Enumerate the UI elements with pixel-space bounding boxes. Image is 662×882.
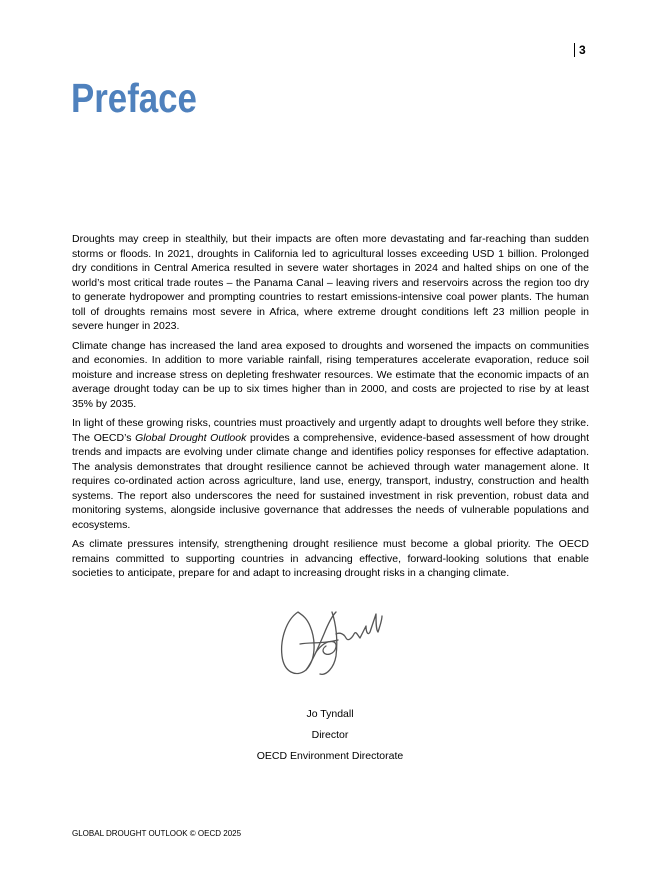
paragraph [72, 416, 589, 532]
paragraph-text: Droughts may creep in stealthily, but their impacts are often more devastating and far-reaching than sudden storms or floods. In 2021, droughts in California led to agricultural losses exceeding USD 1 billion. Prolonged dry conditions in Central America resulted in severe water shortages in 2024 and halted ships on one of the world’s most critical trade routes – the Panama Canal – leaving rivers and reservoirs across the region too dry to generate hydropower and prompting countries to restart emissions-intensive coal power plants. The human toll of droughts remains most severe in Africa, where extreme drought conditions left 23 million people in severe hunger in 2023. [72, 233, 589, 332]
page-number: 3 [574, 43, 586, 57]
paragraph [72, 537, 589, 581]
paragraph-text: In light of these growing risks, countries must proactively and urgently adapt to droughts well before they strike. The OECD’s [72, 417, 589, 444]
paragraph-text: Climate change has increased the land area exposed to droughts and worsened the impacts on communities and economies. In addition to more variable rainfall, rising temperatures accelerate evaporation, reduce soil moisture and increase stress on depleting freshwater resources. We estimate that the economic impacts of an average drought today can be up to six times higher than in 2000, and costs are projected to rise by at least 35% by 2035. [72, 339, 589, 410]
body-text [72, 232, 589, 586]
footer-text: GLOBAL DROUGHT OUTLOOK © OECD 2025 [72, 829, 242, 838]
italic-title-text: Global Drought Outlook [135, 431, 247, 444]
signatory-name: Jo Tyndall [306, 708, 354, 720]
paragraph-text: provides a comprehensive, evidence-based assessment of how drought trends and impacts are evolving under climate change and identifies policy responses for effective adaptation. The analysis demonstrates that drought resilience cannot be achieved through water management alone. It requires co-ordinated action across agriculture, land use, energy, transport, industry, construction and health systems. The report also underscores the need for sustained investment in risk prevention, robust data and monitoring systems, alongside inclusive governance that addresses the needs of vulnerable populations and ecosystems. [72, 431, 589, 531]
paragraph-text: As climate pressures intensify, strengthening drought resilience must become a global priority. The OECD remains committed to supporting countries in advancing effective, forward-looking solutions that enable societies to anticipate, prepare for and adapt to increasing drought risks in a changing climate. [72, 538, 589, 579]
page-title: Preface [71, 75, 197, 121]
signature-image [276, 604, 386, 680]
paragraph [72, 232, 589, 334]
signatory-role: Director [311, 729, 349, 741]
paragraph [72, 339, 589, 412]
signatory-block [200, 704, 460, 767]
signatory-organization: OECD Environment Directorate [256, 750, 404, 762]
signature-icon [276, 604, 386, 680]
